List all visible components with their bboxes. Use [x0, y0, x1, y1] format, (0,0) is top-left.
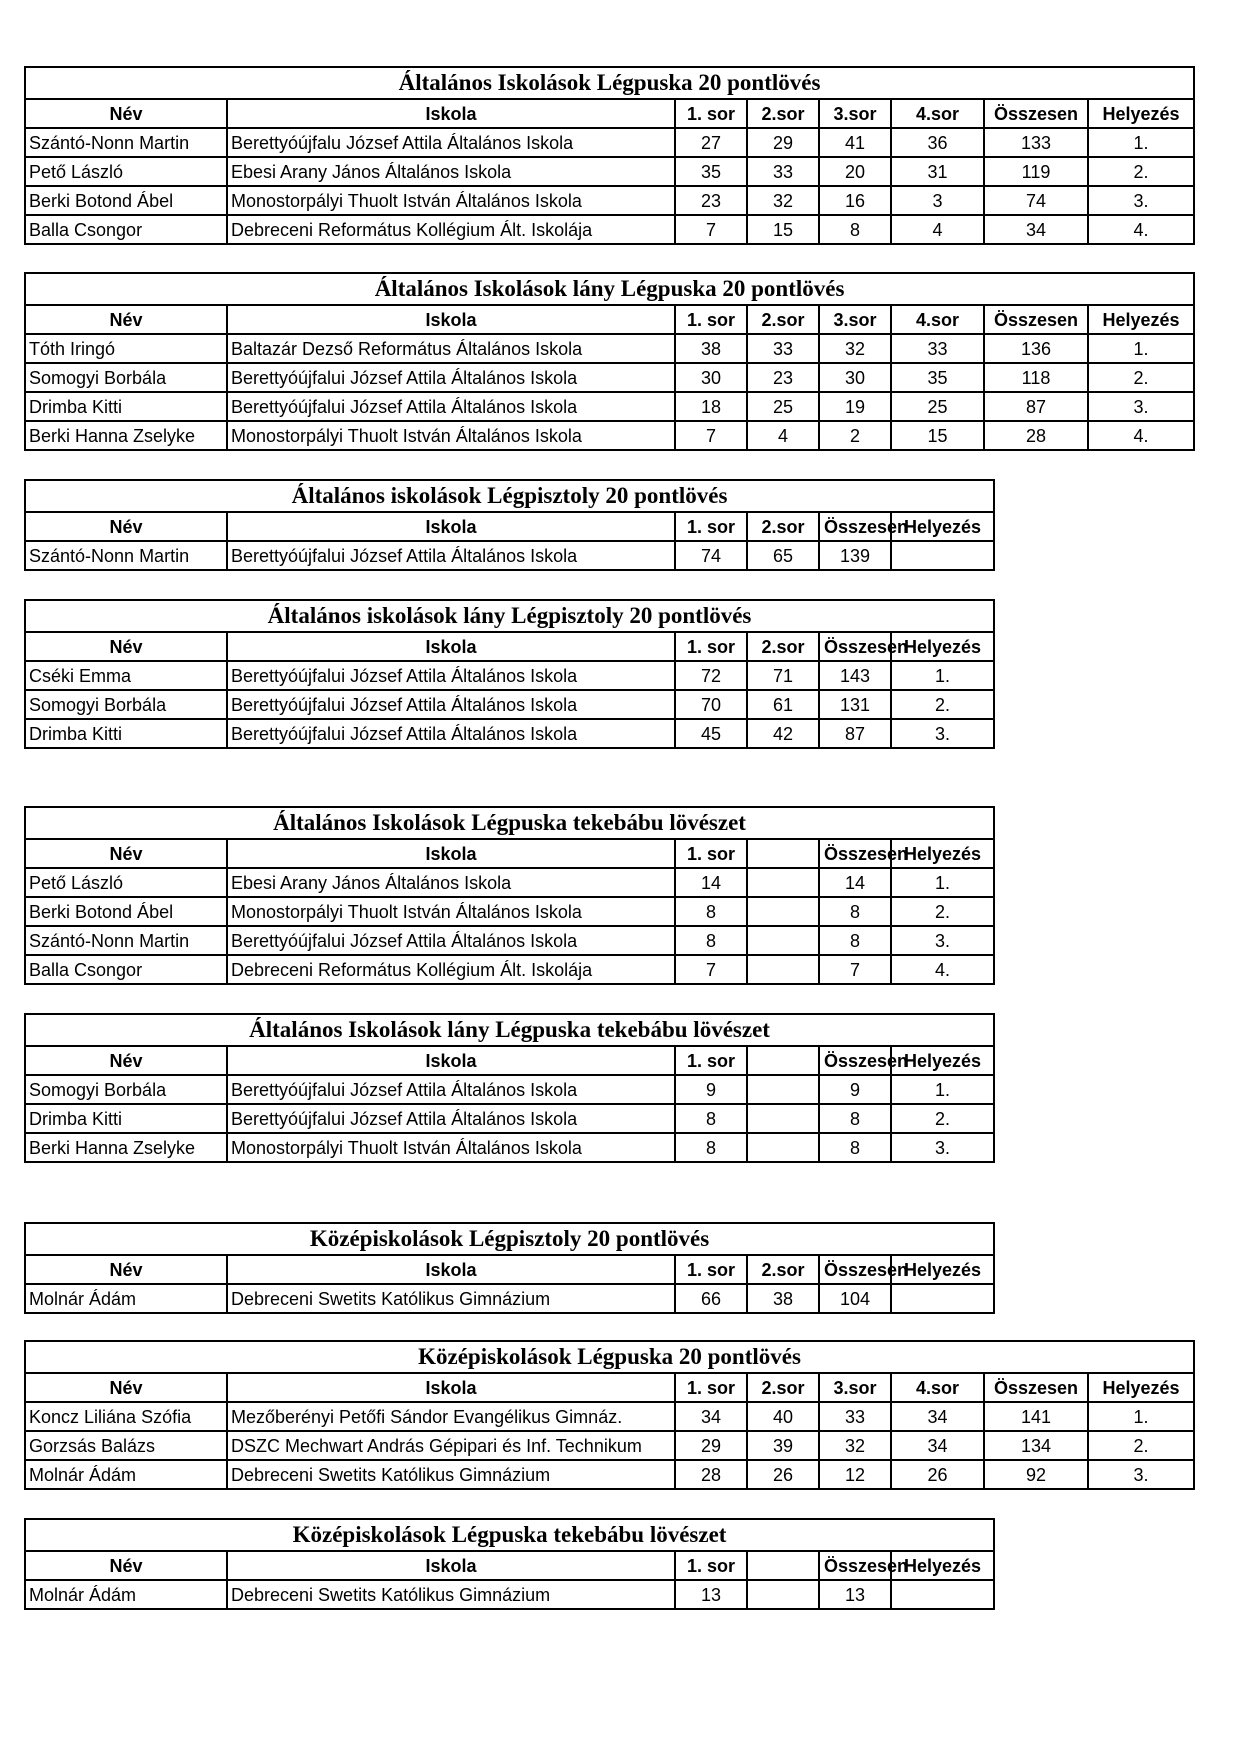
- school-cell: Mezőberényi Petőfi Sándor Evangélikus Gimnáz.: [227, 1402, 675, 1431]
- name-cell: Molnár Ádám: [25, 1580, 227, 1609]
- table-row: [25, 926, 994, 955]
- column-header: Helyezés: [891, 1046, 994, 1075]
- column-header: 2.sor: [747, 512, 819, 541]
- table-title: Általános Iskolások lány Légpuska tekebábu lövészet: [25, 1014, 994, 1046]
- table-row: [25, 1284, 994, 1313]
- results-table: [24, 806, 995, 985]
- table-row: [25, 392, 1194, 421]
- school-cell: Berettyóújfalui József Attila Általános Iskola: [227, 1075, 675, 1104]
- score-cell: 28: [984, 421, 1088, 450]
- column-header: Név: [25, 1373, 227, 1402]
- column-header: 3.sor: [819, 1373, 891, 1402]
- column-header: Összesen: [984, 1373, 1088, 1402]
- column-header: Helyezés: [1088, 99, 1194, 128]
- header-row: [25, 1551, 994, 1580]
- column-header: 1. sor: [675, 1255, 747, 1284]
- header-row: [25, 632, 994, 661]
- school-cell: Ebesi Arany János Általános Iskola: [227, 157, 675, 186]
- results-table: [24, 1013, 995, 1163]
- score-cell: 87: [819, 719, 891, 748]
- name-cell: Molnár Ádám: [25, 1460, 227, 1489]
- score-cell: 26: [747, 1460, 819, 1489]
- results-table: [24, 1222, 995, 1314]
- score-cell: 4.: [891, 955, 994, 984]
- score-cell: [747, 1580, 819, 1609]
- score-cell: 7: [819, 955, 891, 984]
- column-header: 1. sor: [675, 305, 747, 334]
- school-cell: Debreceni Református Kollégium Ált. Iskolája: [227, 215, 675, 244]
- score-cell: 1.: [1088, 1402, 1194, 1431]
- score-cell: 25: [747, 392, 819, 421]
- table-title: Középiskolások Légpuska tekebábu lövészet: [25, 1519, 994, 1551]
- school-cell: Berettyóújfalu József Attila Általános Iskola: [227, 128, 675, 157]
- name-cell: Szántó-Nonn Martin: [25, 926, 227, 955]
- column-header: 1. sor: [675, 1046, 747, 1075]
- column-header: [747, 839, 819, 868]
- column-header: 2.sor: [747, 99, 819, 128]
- table-row: [25, 215, 1194, 244]
- score-cell: 136: [984, 334, 1088, 363]
- score-cell: 4: [747, 421, 819, 450]
- name-cell: Gorzsás Balázs: [25, 1431, 227, 1460]
- table-title: Középiskolások Légpuska 20 pontlövés: [25, 1341, 1194, 1373]
- score-cell: 74: [984, 186, 1088, 215]
- name-cell: Pető László: [25, 868, 227, 897]
- score-cell: 92: [984, 1460, 1088, 1489]
- results-table: [24, 272, 1195, 451]
- score-cell: 71: [747, 661, 819, 690]
- column-header: 1. sor: [675, 1373, 747, 1402]
- score-cell: 35: [891, 363, 984, 392]
- column-header: Helyezés: [891, 1255, 994, 1284]
- column-header: Iskola: [227, 99, 675, 128]
- table-title: Általános Iskolások lány Légpuska 20 pontlövés: [25, 273, 1194, 305]
- score-cell: 8: [819, 1104, 891, 1133]
- table-row: [25, 719, 994, 748]
- column-header: 4.sor: [891, 1373, 984, 1402]
- column-header: Név: [25, 1551, 227, 1580]
- table-row: [25, 157, 1194, 186]
- table-row: [25, 690, 994, 719]
- score-cell: 8: [819, 897, 891, 926]
- column-header: 1. sor: [675, 839, 747, 868]
- score-cell: 2.: [891, 897, 994, 926]
- score-cell: 1.: [1088, 334, 1194, 363]
- column-header: Helyezés: [1088, 305, 1194, 334]
- name-cell: Berki Hanna Zselyke: [25, 421, 227, 450]
- table-row: [25, 955, 994, 984]
- column-header: 4.sor: [891, 305, 984, 334]
- score-cell: [747, 1133, 819, 1162]
- score-cell: 33: [747, 157, 819, 186]
- name-cell: Szántó-Nonn Martin: [25, 128, 227, 157]
- table-row: [25, 1104, 994, 1133]
- score-cell: 1.: [1088, 128, 1194, 157]
- score-cell: 34: [984, 215, 1088, 244]
- score-cell: 7: [675, 215, 747, 244]
- table-row: [25, 868, 994, 897]
- school-cell: Ebesi Arany János Általános Iskola: [227, 868, 675, 897]
- score-cell: 1.: [891, 1075, 994, 1104]
- table-title: Általános Iskolások Légpuska 20 pontlövés: [25, 67, 1194, 99]
- column-header: 2.sor: [747, 1373, 819, 1402]
- school-cell: Monostorpályi Thuolt István Általános Iskola: [227, 1133, 675, 1162]
- score-cell: 8: [819, 1133, 891, 1162]
- score-cell: 74: [675, 541, 747, 570]
- score-cell: [747, 1104, 819, 1133]
- score-cell: 133: [984, 128, 1088, 157]
- score-cell: 30: [819, 363, 891, 392]
- table-title: Általános Iskolások Légpuska tekebábu lövészet: [25, 807, 994, 839]
- column-header: Iskola: [227, 1373, 675, 1402]
- score-cell: 39: [747, 1431, 819, 1460]
- results-table: [24, 66, 1195, 245]
- header-row: [25, 839, 994, 868]
- score-cell: [891, 541, 994, 570]
- score-cell: 12: [819, 1460, 891, 1489]
- score-cell: 1.: [891, 868, 994, 897]
- score-cell: 14: [819, 868, 891, 897]
- score-cell: [747, 897, 819, 926]
- score-cell: 25: [891, 392, 984, 421]
- score-cell: 3.: [1088, 392, 1194, 421]
- score-cell: 29: [675, 1431, 747, 1460]
- score-cell: 18: [675, 392, 747, 421]
- score-cell: 9: [819, 1075, 891, 1104]
- header-row: [25, 1255, 994, 1284]
- score-cell: 34: [891, 1431, 984, 1460]
- score-cell: 13: [819, 1580, 891, 1609]
- score-cell: 13: [675, 1580, 747, 1609]
- score-cell: 65: [747, 541, 819, 570]
- column-header: Iskola: [227, 1551, 675, 1580]
- results-table: [24, 479, 995, 571]
- column-header: Helyezés: [891, 1551, 994, 1580]
- column-header: Iskola: [227, 305, 675, 334]
- score-cell: 19: [819, 392, 891, 421]
- table-row: [25, 1431, 1194, 1460]
- score-cell: 40: [747, 1402, 819, 1431]
- score-cell: 7: [675, 955, 747, 984]
- score-cell: 66: [675, 1284, 747, 1313]
- score-cell: 119: [984, 157, 1088, 186]
- results-table: [24, 1518, 995, 1610]
- column-header: Név: [25, 839, 227, 868]
- header-row: [25, 1046, 994, 1075]
- name-cell: Pető László: [25, 157, 227, 186]
- score-cell: 8: [819, 926, 891, 955]
- score-cell: 30: [675, 363, 747, 392]
- name-cell: Drimba Kitti: [25, 392, 227, 421]
- score-cell: 35: [675, 157, 747, 186]
- table-row: [25, 541, 994, 570]
- column-header: Összesen: [819, 1255, 891, 1284]
- score-cell: [747, 955, 819, 984]
- score-cell: 4: [891, 215, 984, 244]
- table-row: [25, 1580, 994, 1609]
- score-cell: 42: [747, 719, 819, 748]
- score-cell: 34: [675, 1402, 747, 1431]
- school-cell: Berettyóújfalui József Attila Általános Iskola: [227, 661, 675, 690]
- school-cell: Berettyóújfalui József Attila Általános Iskola: [227, 541, 675, 570]
- column-header: Iskola: [227, 1046, 675, 1075]
- column-header: 2.sor: [747, 632, 819, 661]
- score-cell: 4.: [1088, 421, 1194, 450]
- score-cell: [891, 1580, 994, 1609]
- name-cell: Berki Botond Ábel: [25, 186, 227, 215]
- table-title: Általános iskolások Légpisztoly 20 pontlövés: [25, 480, 994, 512]
- table-title: Általános iskolások lány Légpisztoly 20 pontlövés: [25, 600, 994, 632]
- score-cell: 26: [891, 1460, 984, 1489]
- score-cell: 20: [819, 157, 891, 186]
- name-cell: Koncz Liliána Szófia: [25, 1402, 227, 1431]
- column-header: 1. sor: [675, 99, 747, 128]
- score-cell: 15: [747, 215, 819, 244]
- name-cell: Berki Botond Ábel: [25, 897, 227, 926]
- score-cell: 32: [819, 334, 891, 363]
- school-cell: Monostorpályi Thuolt István Általános Iskola: [227, 897, 675, 926]
- score-cell: 72: [675, 661, 747, 690]
- score-cell: 8: [675, 926, 747, 955]
- column-header: Összesen: [819, 1551, 891, 1580]
- school-cell: Debreceni Swetits Katólikus Gimnázium: [227, 1580, 675, 1609]
- score-cell: [747, 868, 819, 897]
- score-cell: [747, 926, 819, 955]
- column-header: Név: [25, 632, 227, 661]
- school-cell: Berettyóújfalui József Attila Általános Iskola: [227, 690, 675, 719]
- column-header: 2.sor: [747, 305, 819, 334]
- table-row: [25, 1133, 994, 1162]
- score-cell: 3.: [1088, 1460, 1194, 1489]
- column-header: Helyezés: [891, 512, 994, 541]
- table-row: [25, 421, 1194, 450]
- name-cell: Cséki Emma: [25, 661, 227, 690]
- column-header: Helyezés: [891, 839, 994, 868]
- table-title: Középiskolások Légpisztoly 20 pontlövés: [25, 1223, 994, 1255]
- score-cell: 104: [819, 1284, 891, 1313]
- column-header: 3.sor: [819, 305, 891, 334]
- school-cell: Berettyóújfalui József Attila Általános Iskola: [227, 926, 675, 955]
- score-cell: 38: [675, 334, 747, 363]
- name-cell: Somogyi Borbála: [25, 690, 227, 719]
- score-cell: 143: [819, 661, 891, 690]
- column-header: Összesen: [819, 512, 891, 541]
- school-cell: Berettyóújfalui József Attila Általános Iskola: [227, 1104, 675, 1133]
- score-cell: 61: [747, 690, 819, 719]
- score-cell: 33: [891, 334, 984, 363]
- score-cell: 3.: [891, 926, 994, 955]
- column-header: Összesen: [819, 1046, 891, 1075]
- column-header: 1. sor: [675, 1551, 747, 1580]
- score-cell: 8: [819, 215, 891, 244]
- column-header: Összesen: [819, 632, 891, 661]
- name-cell: Szántó-Nonn Martin: [25, 541, 227, 570]
- school-cell: Debreceni Swetits Katólikus Gimnázium: [227, 1460, 675, 1489]
- score-cell: 3.: [891, 719, 994, 748]
- score-cell: 2.: [1088, 157, 1194, 186]
- column-header: 3.sor: [819, 99, 891, 128]
- table-row: [25, 1075, 994, 1104]
- name-cell: Balla Csongor: [25, 215, 227, 244]
- name-cell: Molnár Ádám: [25, 1284, 227, 1313]
- column-header: Név: [25, 1046, 227, 1075]
- score-cell: 9: [675, 1075, 747, 1104]
- school-cell: Monostorpályi Thuolt István Általános Iskola: [227, 186, 675, 215]
- score-cell: 2.: [1088, 1431, 1194, 1460]
- table-row: [25, 661, 994, 690]
- score-cell: 32: [747, 186, 819, 215]
- column-header: Név: [25, 1255, 227, 1284]
- column-header: Helyezés: [891, 632, 994, 661]
- name-cell: Somogyi Borbála: [25, 363, 227, 392]
- score-cell: 32: [819, 1431, 891, 1460]
- score-cell: 7: [675, 421, 747, 450]
- score-cell: 29: [747, 128, 819, 157]
- score-cell: 38: [747, 1284, 819, 1313]
- name-cell: Berki Hanna Zselyke: [25, 1133, 227, 1162]
- score-cell: 45: [675, 719, 747, 748]
- school-cell: Berettyóújfalui József Attila Általános Iskola: [227, 719, 675, 748]
- column-header: Iskola: [227, 632, 675, 661]
- score-cell: 141: [984, 1402, 1088, 1431]
- column-header: Név: [25, 305, 227, 334]
- name-cell: Somogyi Borbála: [25, 1075, 227, 1104]
- score-cell: 23: [675, 186, 747, 215]
- score-cell: 23: [747, 363, 819, 392]
- score-cell: 3.: [1088, 186, 1194, 215]
- score-cell: 36: [891, 128, 984, 157]
- column-header: [747, 1551, 819, 1580]
- score-cell: 2.: [891, 1104, 994, 1133]
- column-header: Név: [25, 512, 227, 541]
- score-cell: 27: [675, 128, 747, 157]
- results-table: [24, 1340, 1195, 1490]
- table-row: [25, 1460, 1194, 1489]
- score-cell: 3.: [891, 1133, 994, 1162]
- table-row: [25, 334, 1194, 363]
- score-cell: 33: [747, 334, 819, 363]
- score-cell: 118: [984, 363, 1088, 392]
- school-cell: Berettyóújfalui József Attila Általános Iskola: [227, 392, 675, 421]
- column-header: Helyezés: [1088, 1373, 1194, 1402]
- score-cell: 31: [891, 157, 984, 186]
- column-header: Iskola: [227, 512, 675, 541]
- score-cell: 8: [675, 897, 747, 926]
- score-cell: 3: [891, 186, 984, 215]
- score-cell: 2.: [1088, 363, 1194, 392]
- score-cell: 15: [891, 421, 984, 450]
- column-header: 2.sor: [747, 1255, 819, 1284]
- column-header: 1. sor: [675, 632, 747, 661]
- header-row: [25, 99, 1194, 128]
- score-cell: 41: [819, 128, 891, 157]
- score-cell: 2: [819, 421, 891, 450]
- column-header: 1. sor: [675, 512, 747, 541]
- score-cell: 33: [819, 1402, 891, 1431]
- table-row: [25, 186, 1194, 215]
- name-cell: Tóth Iringó: [25, 334, 227, 363]
- column-header: [747, 1046, 819, 1075]
- column-header: Iskola: [227, 1255, 675, 1284]
- score-cell: 8: [675, 1104, 747, 1133]
- score-cell: 134: [984, 1431, 1088, 1460]
- table-row: [25, 128, 1194, 157]
- score-cell: [891, 1284, 994, 1313]
- score-cell: [747, 1075, 819, 1104]
- header-row: [25, 1373, 1194, 1402]
- score-cell: 87: [984, 392, 1088, 421]
- score-cell: 16: [819, 186, 891, 215]
- column-header: Összesen: [819, 839, 891, 868]
- score-cell: 28: [675, 1460, 747, 1489]
- score-cell: 2.: [891, 690, 994, 719]
- column-header: Összesen: [984, 305, 1088, 334]
- column-header: Név: [25, 99, 227, 128]
- school-cell: Monostorpályi Thuolt István Általános Iskola: [227, 421, 675, 450]
- name-cell: Drimba Kitti: [25, 719, 227, 748]
- name-cell: Drimba Kitti: [25, 1104, 227, 1133]
- table-row: [25, 897, 994, 926]
- column-header: 4.sor: [891, 99, 984, 128]
- score-cell: 14: [675, 868, 747, 897]
- column-header: Iskola: [227, 839, 675, 868]
- score-cell: 139: [819, 541, 891, 570]
- score-cell: 70: [675, 690, 747, 719]
- header-row: [25, 305, 1194, 334]
- school-cell: Debreceni Református Kollégium Ált. Iskolája: [227, 955, 675, 984]
- score-cell: 8: [675, 1133, 747, 1162]
- score-cell: 131: [819, 690, 891, 719]
- results-table: [24, 599, 995, 749]
- name-cell: Balla Csongor: [25, 955, 227, 984]
- column-header: Összesen: [984, 99, 1088, 128]
- score-cell: 4.: [1088, 215, 1194, 244]
- table-row: [25, 1402, 1194, 1431]
- score-cell: 1.: [891, 661, 994, 690]
- header-row: [25, 512, 994, 541]
- school-cell: Berettyóújfalui József Attila Általános Iskola: [227, 363, 675, 392]
- table-row: [25, 363, 1194, 392]
- school-cell: Debreceni Swetits Katólikus Gimnázium: [227, 1284, 675, 1313]
- school-cell: Baltazár Dezső Református Általános Iskola: [227, 334, 675, 363]
- score-cell: 34: [891, 1402, 984, 1431]
- school-cell: DSZC Mechwart András Gépipari és Inf. Technikum: [227, 1431, 675, 1460]
